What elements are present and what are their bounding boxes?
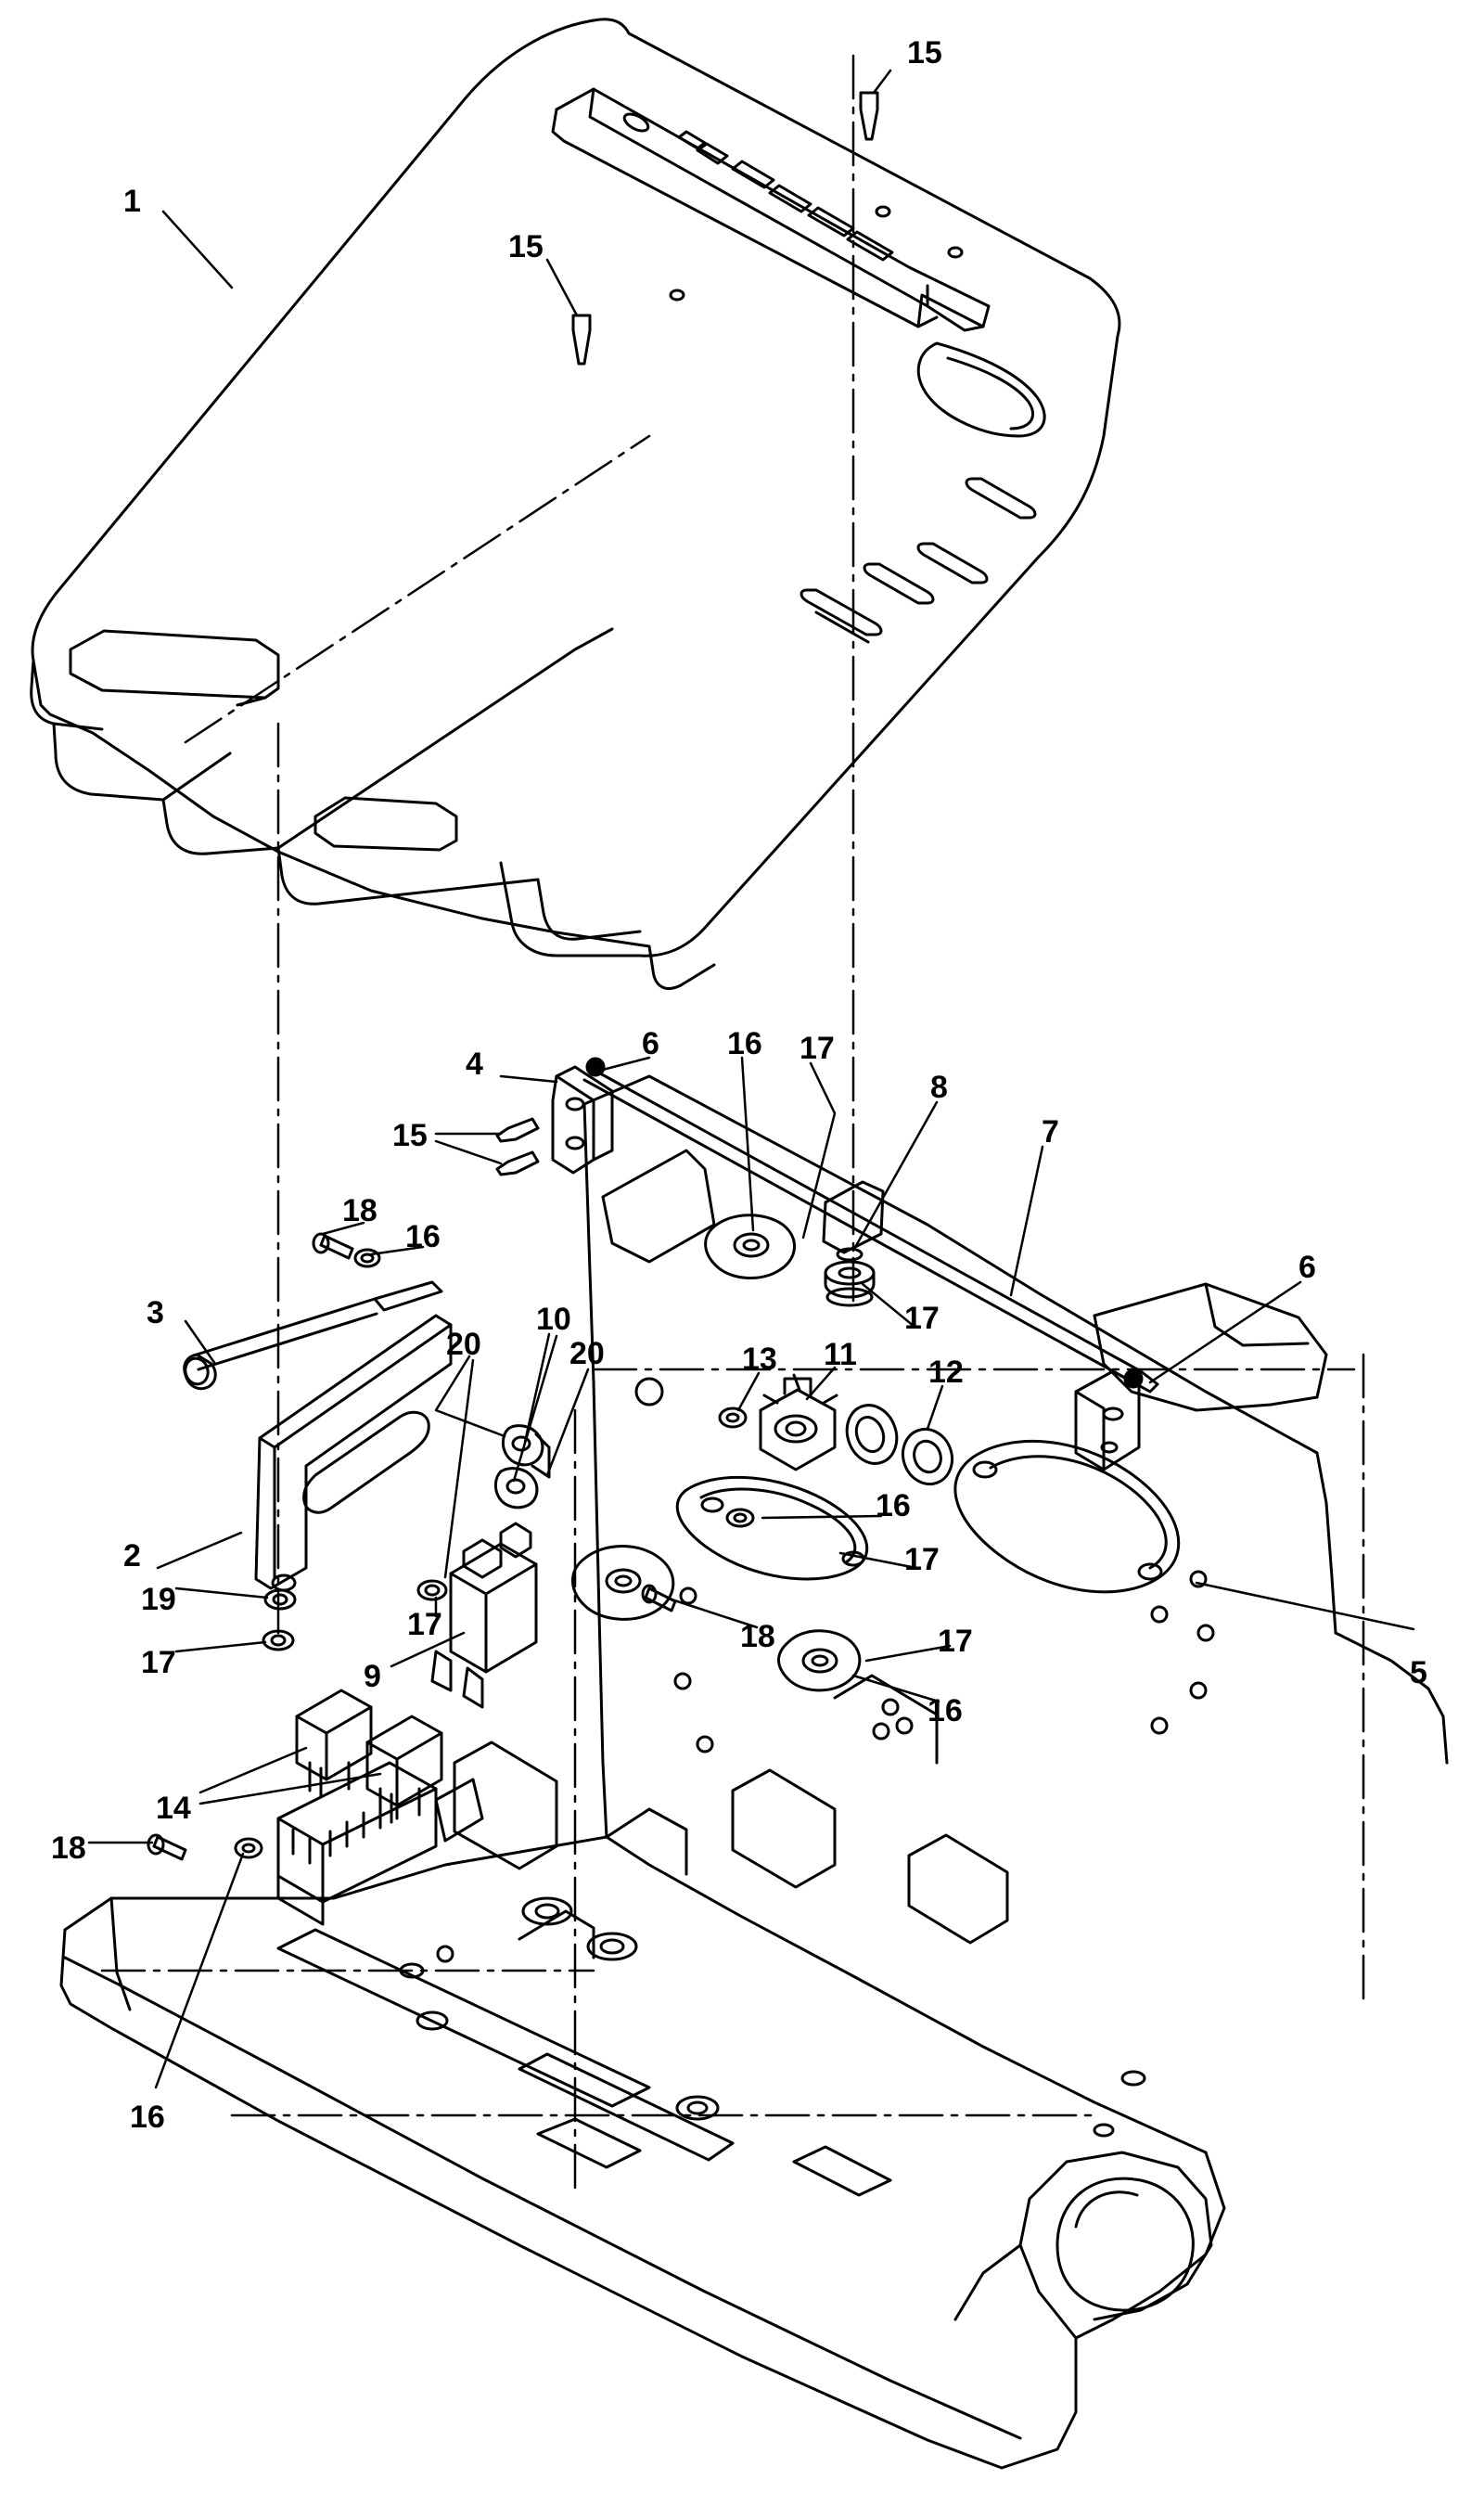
callout-5: 5 (1410, 1655, 1427, 1690)
callout-6-right: 6 (1298, 1250, 1316, 1285)
part-5-bracket (1076, 1370, 1142, 1470)
callout-8: 8 (930, 1070, 948, 1105)
center-lines (102, 56, 1363, 2190)
callout-17-center: 17 (904, 1542, 940, 1577)
callout-7: 7 (1042, 1114, 1059, 1150)
callout-17-upper: 17 (800, 1031, 835, 1066)
part-14-relays (297, 1690, 441, 1822)
hood-part (32, 19, 1119, 989)
callout-4: 4 (466, 1047, 483, 1082)
callout-1: 1 (123, 184, 141, 219)
callout-6-left: 6 (642, 1026, 659, 1061)
callout-20-left: 20 (446, 1327, 481, 1362)
callout-10: 10 (536, 1302, 571, 1337)
grommet-plates (572, 1215, 1178, 1690)
callout-11: 11 (824, 1337, 857, 1372)
callout-17-mid-left: 17 (407, 1607, 442, 1642)
callout-15-top-left: 15 (508, 229, 544, 264)
callout-18-mid: 18 (740, 1619, 775, 1654)
callout-17-lower-right: 17 (938, 1624, 973, 1659)
leader-lines (89, 71, 1414, 2088)
callout-16-lower-right: 16 (928, 1693, 963, 1728)
callout-16-bottom: 16 (130, 2100, 165, 2135)
callout-14: 14 (156, 1791, 191, 1826)
callout-17-right-upper: 17 (904, 1301, 940, 1336)
callout-9: 9 (364, 1659, 381, 1694)
part-7-tie-rod (584, 1069, 1158, 1392)
floor-platform (61, 1676, 1224, 2468)
part-2-plate (256, 1316, 451, 1590)
callout-15-mid: 15 (392, 1118, 428, 1153)
callout-19: 19 (141, 1582, 176, 1617)
callout-16-upper: 16 (727, 1026, 762, 1061)
callout-12: 12 (928, 1355, 964, 1390)
callout-13: 13 (742, 1342, 777, 1377)
callout-20-upper: 20 (569, 1336, 605, 1371)
callout-2: 2 (123, 1538, 141, 1574)
callout-18-upper: 18 (342, 1193, 377, 1228)
callout-16-center: 16 (876, 1488, 911, 1523)
part-3-rod (183, 1282, 441, 1389)
part-11-switch (720, 1375, 960, 1491)
callout-18-lower-left: 18 (51, 1831, 86, 1866)
callout-16-left: 16 (405, 1219, 441, 1254)
callout-17-lower-left: 17 (141, 1645, 176, 1680)
callout-15-top-right: 15 (907, 35, 942, 71)
fasteners (148, 93, 877, 1859)
callout-3: 3 (147, 1295, 164, 1330)
part-9-solenoid (432, 1426, 549, 1707)
